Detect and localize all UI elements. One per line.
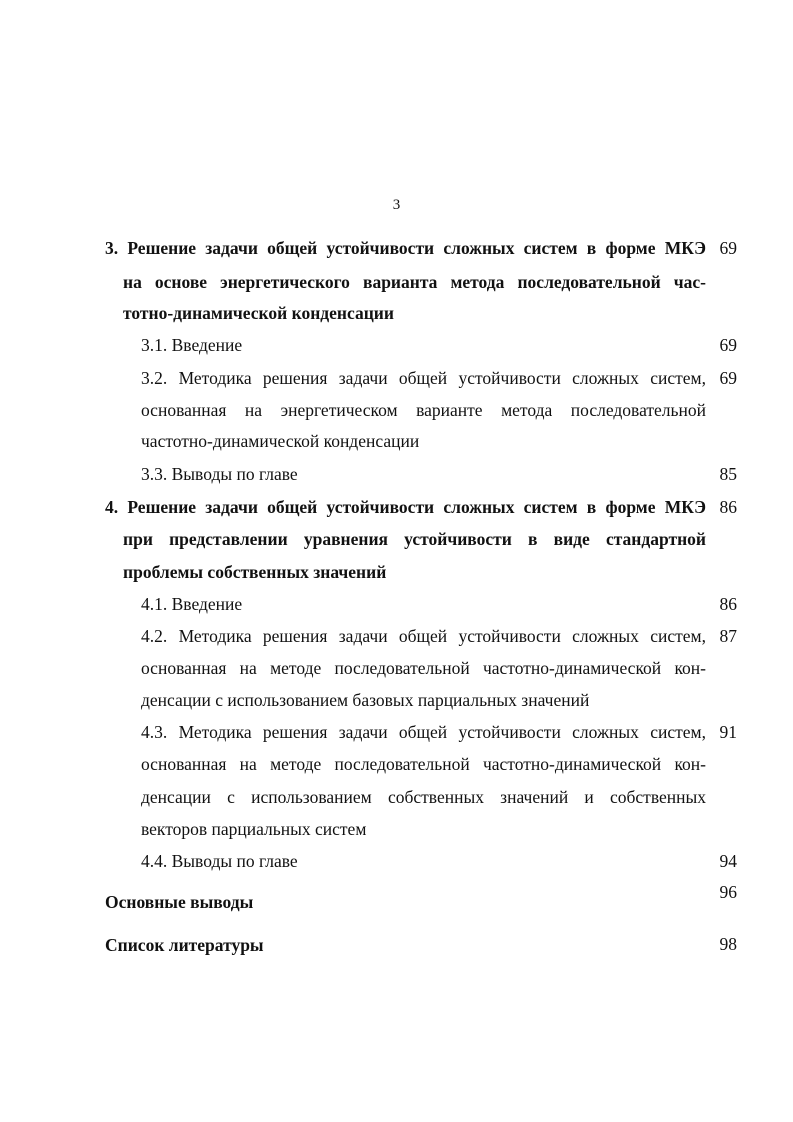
page-number: 3 — [392, 197, 401, 213]
toc-s42-line-1: 4.2. Методика решения задачи общей устойчивости сложных систем, — [141, 626, 706, 646]
toc-s33-label: 3.3. Выводы по главе — [141, 464, 298, 484]
toc-ch4-line-2: при представлении уравнения устойчивости в виде стандартной — [123, 529, 706, 549]
toc-s33-page: 85 — [719, 464, 737, 484]
toc-ch4-line-1: 4. Решение задачи общей устойчивости сложных систем в форме МКЭ — [105, 497, 706, 517]
toc-s44-page: 94 — [719, 851, 737, 871]
toc-conclusions-label: Основные выводы — [105, 892, 254, 912]
toc-s31-label: 3.1. Введение — [141, 335, 243, 355]
toc-s42-line-2: основанная на методе последовательной частотно-динамической кон- — [141, 658, 706, 678]
toc-ch4-line-3: проблемы собственных значений — [123, 562, 387, 582]
toc-references-label: Список литературы — [105, 935, 264, 955]
toc-s43-line-4: векторов парциальных систем — [141, 819, 367, 839]
toc-conclusions-page: 96 — [719, 882, 737, 902]
toc-s32-line-2: основанная на энергетическом варианте метода последовательной — [141, 400, 706, 420]
toc-ch3-page: 69 — [719, 238, 737, 258]
toc-s41-label: 4.1. Введение — [141, 594, 243, 614]
toc-ch3-line-1: 3. Решение задачи общей устойчивости сложных систем в форме МКЭ — [105, 238, 706, 258]
toc-s42-line-3: денсации с использованием базовых парциальных значений — [141, 690, 590, 710]
toc-s43-line-2: основанная на методе последовательной частотно-динамической кон- — [141, 754, 706, 774]
toc-s32-line-3: частотно-динамической конденсации — [141, 431, 420, 451]
toc-s43-page: 91 — [719, 722, 737, 742]
toc-s32-line-1: 3.2. Методика решения задачи общей устойчивости сложных систем, — [141, 368, 706, 388]
toc-ch3-line-3: тотно-динамической конденсации — [123, 303, 394, 323]
toc-s43-line-3: денсации с использованием собственных значений и собственных — [141, 787, 706, 807]
toc-s31-page: 69 — [719, 335, 737, 355]
toc-s43-line-1: 4.3. Методика решения задачи общей устойчивости сложных систем, — [141, 722, 706, 742]
toc-ch4-page: 86 — [719, 497, 737, 517]
toc-ch3-line-2: на основе энергетического варианта метода последовательной час- — [123, 272, 706, 292]
toc-s44-label: 4.4. Выводы по главе — [141, 851, 298, 871]
toc-s42-page: 87 — [719, 626, 737, 646]
toc-s41-page: 86 — [719, 594, 737, 614]
toc-references-page: 98 — [719, 934, 737, 954]
toc-s32-page: 69 — [719, 368, 737, 388]
